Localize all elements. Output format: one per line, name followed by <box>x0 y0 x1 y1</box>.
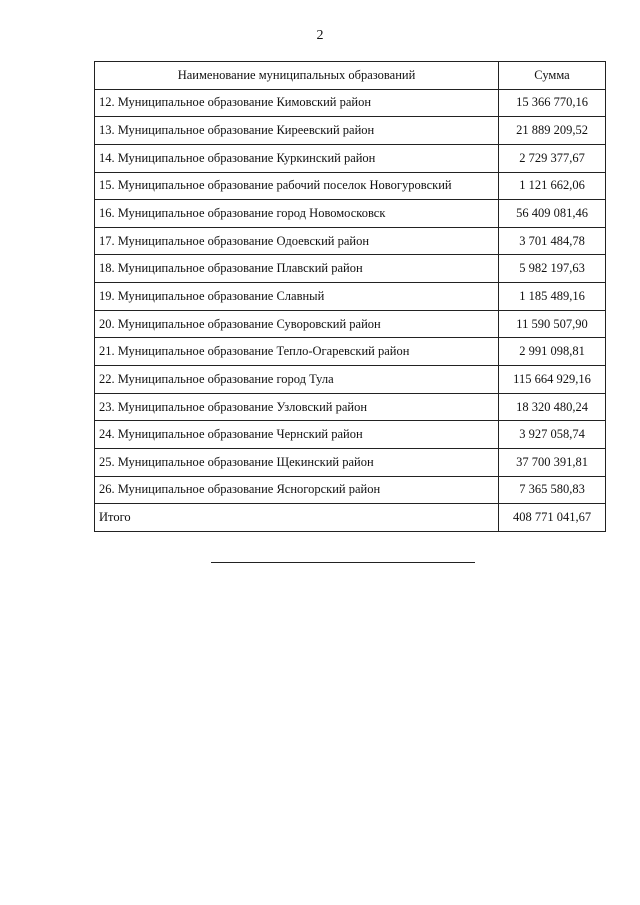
table-row <box>95 227 606 255</box>
closing-line <box>211 562 475 563</box>
row-name: 21. Муниципальное образование Тепло-Огаревский район <box>95 338 499 366</box>
table-row <box>95 89 606 117</box>
row-name: 22. Муниципальное образование город Тула <box>95 366 499 394</box>
page-number: 2 <box>316 28 324 43</box>
row-sum: 2 729 377,67 <box>499 144 606 172</box>
total-sum: 408 771 041,67 <box>499 504 606 532</box>
row-name: 26. Муниципальное образование Ясногорский район <box>95 476 499 504</box>
row-sum: 56 409 081,46 <box>499 200 606 228</box>
row-name: 15. Муниципальное образование рабочий поселок Новогуровский <box>95 172 499 200</box>
row-sum: 1 185 489,16 <box>499 283 606 311</box>
row-sum: 3 701 484,78 <box>499 227 606 255</box>
row-sum: 3 927 058,74 <box>499 421 606 449</box>
row-sum: 115 664 929,16 <box>499 366 606 394</box>
table-row <box>95 310 606 338</box>
row-name: 16. Муниципальное образование город Новомосковск <box>95 200 499 228</box>
row-name: 25. Муниципальное образование Щекинский район <box>95 448 499 476</box>
row-sum: 37 700 391,81 <box>499 448 606 476</box>
table-row <box>95 338 606 366</box>
header-name: Наименование муниципальных образований <box>95 62 499 90</box>
row-name: 13. Муниципальное образование Киреевский район <box>95 117 499 145</box>
total-row <box>95 504 606 532</box>
row-name: 19. Муниципальное образование Славный <box>95 283 499 311</box>
header-sum: Сумма <box>499 62 606 90</box>
row-name: 18. Муниципальное образование Плавский район <box>95 255 499 283</box>
row-sum: 15 366 770,16 <box>499 89 606 117</box>
table-row <box>95 393 606 421</box>
table-row <box>95 366 606 394</box>
row-sum: 18 320 480,24 <box>499 393 606 421</box>
row-sum: 5 982 197,63 <box>499 255 606 283</box>
table-row <box>95 283 606 311</box>
row-sum: 7 365 580,83 <box>499 476 606 504</box>
row-name: 14. Муниципальное образование Куркинский район <box>95 144 499 172</box>
table-row <box>95 421 606 449</box>
table-row <box>95 255 606 283</box>
row-name: 17. Муниципальное образование Одоевский район <box>95 227 499 255</box>
row-sum: 11 590 507,90 <box>499 310 606 338</box>
table-row <box>95 200 606 228</box>
municipal-sums-table <box>94 61 606 532</box>
total-label: Итого <box>95 504 499 532</box>
table-row <box>95 172 606 200</box>
row-name: 24. Муниципальное образование Чернский район <box>95 421 499 449</box>
row-sum: 21 889 209,52 <box>499 117 606 145</box>
table-row <box>95 144 606 172</box>
row-name: 23. Муниципальное образование Узловский район <box>95 393 499 421</box>
row-sum: 1 121 662,06 <box>499 172 606 200</box>
row-name: 12. Муниципальное образование Кимовский район <box>95 89 499 117</box>
table-row <box>95 117 606 145</box>
row-name: 20. Муниципальное образование Суворовский район <box>95 310 499 338</box>
row-sum: 2 991 098,81 <box>499 338 606 366</box>
table-body <box>95 89 606 504</box>
table-row <box>95 448 606 476</box>
table-header-row <box>95 62 606 90</box>
table-row <box>95 476 606 504</box>
